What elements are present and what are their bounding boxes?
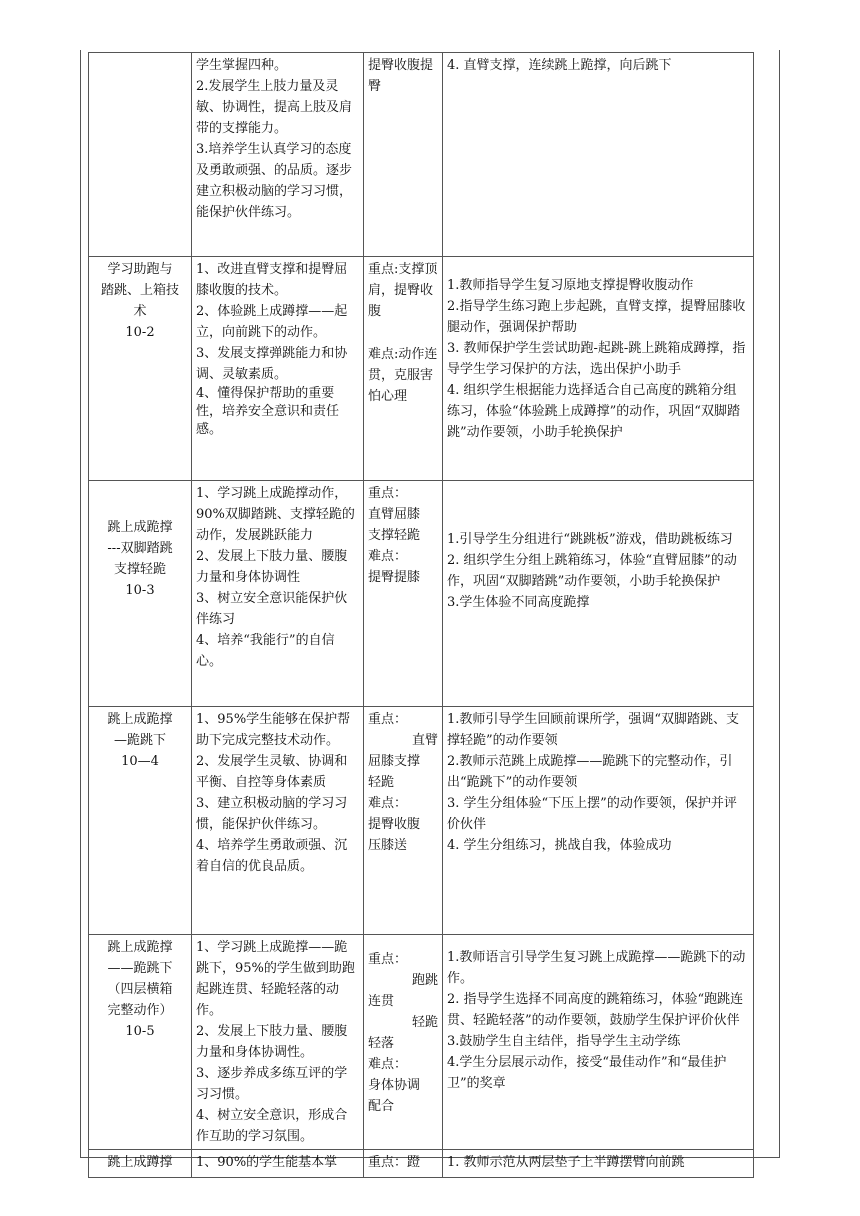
keypoint-text: 重点： [368, 712, 408, 727]
lesson-title-line: 学习助跑与 [107, 262, 173, 277]
lesson-title-cell [89, 257, 192, 481]
steps-cell [443, 707, 754, 935]
lesson-title-cell [89, 707, 192, 935]
keypoint-text: 支撑轻跪 [368, 528, 421, 543]
lesson-title-cell [89, 53, 192, 257]
lesson-title-line: 完整动作） [107, 1003, 173, 1018]
objective-text: 3.培养学生认真学习的态度及勇敢顽强、的品质。逐步建立积极动脑的学习习惯，能保护伙伴练习。 [196, 142, 353, 220]
lesson-title-cell [89, 481, 192, 707]
step-text: 1.引导学生分组进行“跳跳板”游戏，借助跳板练习 [447, 532, 733, 547]
step-text: 4. 学生分组练习，挑战自我，体验成功 [447, 838, 672, 853]
keypoint-text: 难点： [368, 796, 408, 811]
objective-text: 4、培养学生勇敢顽强、沉着自信的优良品质。 [196, 838, 348, 874]
keypoint-text: 难点： [368, 549, 408, 564]
steps-cell [443, 481, 754, 707]
lesson-code: 10-5 [125, 1024, 155, 1039]
keypoints-cell [364, 935, 443, 1150]
table-row [89, 707, 754, 935]
objective-text: 3、发展支撑弹跳能力和协调、灵敏素质。 [196, 346, 348, 382]
keypoint-text: 提臀收腹 [368, 817, 421, 832]
keypoint-text: 轻落 [368, 1036, 395, 1051]
step-text: 3. 教师保护学生尝试助跑-起跳-跳上跳箱成蹲撑，指导学生学习保护的方法，选出保护小助手 [447, 341, 746, 377]
steps-cell [443, 935, 754, 1150]
step-text: 2. 指导学生选择不同高度的跳箱练习，体验“跑跳连贯、轻跪轻落”的动作要领，鼓励学生保护评价伙伴 [447, 992, 744, 1028]
objective-text: 2、发展学生灵敏、协调和平衡、自控等身体素质 [196, 754, 348, 790]
step-text: 2. 组织学生分组上跳箱练习，体验“直臂屈膝”的动作，巩固“双脚踏跳”动作要领，小助手轮换保护 [447, 553, 737, 589]
step-text: 3.鼓励学生自主结伴，指导学生主动学练 [447, 1034, 681, 1049]
lesson-title-line: （四层横箱 [107, 982, 173, 997]
table-row [89, 53, 754, 257]
lesson-plan-table [88, 52, 754, 1178]
step-text: 1.教师语言引导学生复习跳上成跪撑——跪跳下的动作。 [447, 950, 746, 986]
steps-cell [443, 1150, 754, 1178]
lesson-code: 10-3 [125, 583, 155, 598]
lesson-title-line: 踏跳、上箱技 [100, 283, 179, 298]
objectives-cell [192, 53, 364, 257]
objective-text: 4、懂得保护帮助的重要性，培养安全意识和责任感。 [196, 386, 340, 437]
step-text: 2.指导学生练习跑上步起跳，直臂支撑，提臀屈膝收腿动作，强调保护帮助 [447, 299, 746, 335]
step-text: 1.教师引导学生回顾前课所学，强调“双脚踏跳、支撑轻跪”的动作要领 [447, 712, 740, 748]
objectives-cell [192, 257, 364, 481]
keypoints-cell [364, 53, 443, 257]
objective-text: 学生掌握四种。 [196, 58, 288, 73]
table-row [89, 257, 754, 481]
table-row [89, 1150, 754, 1178]
objective-text: 1、学习跳上成跪撑动作，90%双脚踏跳、支撑轻跪的动作，发展跳跃能力 [196, 486, 355, 543]
objectives-cell [192, 707, 364, 935]
keypoint-text: 重点：蹬 [368, 1155, 421, 1170]
steps-cell [443, 257, 754, 481]
step-text: 2.教师示范跳上成跪撑——跪跳下的完整动作，引出“跪跳下”的动作要领 [447, 754, 733, 790]
keypoint-text: 难点： [368, 1057, 408, 1072]
step-text: 4.学生分层展示动作，接受“最佳动作”和“最佳护卫”的奖章 [447, 1055, 727, 1091]
table-row [89, 481, 754, 707]
keypoint-text: 配合 [368, 1099, 395, 1114]
keypoint-text: 屈膝支撑 [368, 754, 421, 769]
keypoint-text: 身体协调 [368, 1078, 421, 1093]
objective-text: 1、95%学生能够在保护帮助下完成完整技术动作。 [196, 712, 351, 748]
objective-text: 1、90%的学生能基本掌 [196, 1155, 338, 1170]
keypoint-text: 重点： [368, 486, 408, 501]
objective-text: 4、树立安全意识，形成合作互助的学习氛围。 [196, 1108, 348, 1144]
keypoints-cell [364, 707, 443, 935]
step-text: 3. 学生分组体验“下压上摆”的动作要领，保护并评价伙伴 [447, 796, 737, 832]
keypoint-text: 轻跪 [368, 775, 395, 790]
objective-text: 2、发展上下肢力量、腰腹力量和身体协调性 [196, 549, 348, 585]
objective-text: 3、逐步养成多练互评的学习习惯。 [196, 1066, 348, 1102]
step-text: 4. 直臂支撑，连续跳上跪撑，向后跳下 [447, 58, 672, 73]
lesson-title-line: 跳上成跪撑 [107, 712, 173, 727]
objective-text: 2、体验跳上成蹲撑——起立，向前跳下的动作。 [196, 304, 348, 340]
lesson-title-line: ——跪跳下 [107, 961, 173, 976]
steps-cell [443, 53, 754, 257]
step-text: 3.学生体验不同高度跪撑 [447, 595, 590, 610]
lesson-title-line: 跳上成跪撑 [107, 940, 173, 955]
lesson-title-line: 跳上成蹲撑 [107, 1155, 173, 1170]
lesson-title-cell [89, 935, 192, 1150]
objective-text: 2、发展上下肢力量、腰腹力量和身体协调性。 [196, 1024, 348, 1060]
keypoints-cell [364, 257, 443, 481]
objectives-cell [192, 1150, 364, 1178]
keypoint-text: 轻跪 [411, 1015, 438, 1030]
objective-text: 3、建立积极动脑的学习习惯，能保护伙伴练习。 [196, 796, 348, 832]
keypoint-text: 提臀收腹提臀 [368, 58, 434, 94]
step-text: 4. 组织学生根据能力选择适合自己高度的跳箱分组练习，体验“体验跳上成蹲撑”的动作，巩固“双脚踏跳”动作要领，小助手轮换保护 [447, 383, 740, 440]
objective-text: 1、改进直臂支撑和提臀屈膝收腹的技术。 [196, 262, 348, 298]
objective-text: 2.发展学生上肢力量及灵敏、协调性，提高上肢及肩带的支撑能力。 [196, 79, 353, 136]
objective-text: 1、学习跳上成跪撑——跪跳下，95%的学生做到助跑起跳连贯、轻跪轻落的动作。 [196, 940, 355, 1018]
keypoint-text: 直臂屈膝 [368, 507, 421, 522]
keypoint-text: 重点： [368, 952, 408, 967]
lesson-title-line: 支撑轻跪 [113, 562, 166, 577]
keypoints-cell [364, 481, 443, 707]
lesson-code: 10—4 [121, 754, 159, 769]
objectives-cell [192, 935, 364, 1150]
keypoint-text: 提臀提膝 [368, 570, 421, 585]
lesson-title-line: ---双脚踏跳 [107, 541, 173, 556]
keypoint-text: 连贯 [368, 994, 395, 1009]
objectives-cell [192, 481, 364, 707]
lesson-title-line: 术 [133, 304, 147, 319]
lesson-code: 10-2 [125, 325, 155, 340]
objective-text: 3、树立安全意识能保护伙伴练习 [196, 591, 348, 627]
objective-text: 4、培养“我能行”的自信心。 [196, 633, 335, 669]
keypoint-text: 直臂 [411, 733, 438, 748]
keypoint-text: 压膝送 [368, 838, 408, 853]
lesson-title-line: 跳上成跪撑 [107, 520, 173, 535]
step-text: 1. 教师示范从两层垫子上半蹲摆臂向前跳 [447, 1155, 685, 1170]
keypoint-text: 跑跳 [411, 973, 438, 988]
step-text: 1.教师指导学生复习原地支撑提臀收腹动作 [447, 278, 694, 293]
keypoints-cell [364, 1150, 443, 1178]
lesson-title-line: —跪跳下 [113, 733, 166, 748]
lesson-title-cell [89, 1150, 192, 1178]
table-row [89, 935, 754, 1150]
keypoint-text: 难点:动作连贯，克服害怕心理 [368, 347, 438, 404]
keypoint-text: 重点:支撑顶肩，提臀收腹 [368, 262, 438, 319]
